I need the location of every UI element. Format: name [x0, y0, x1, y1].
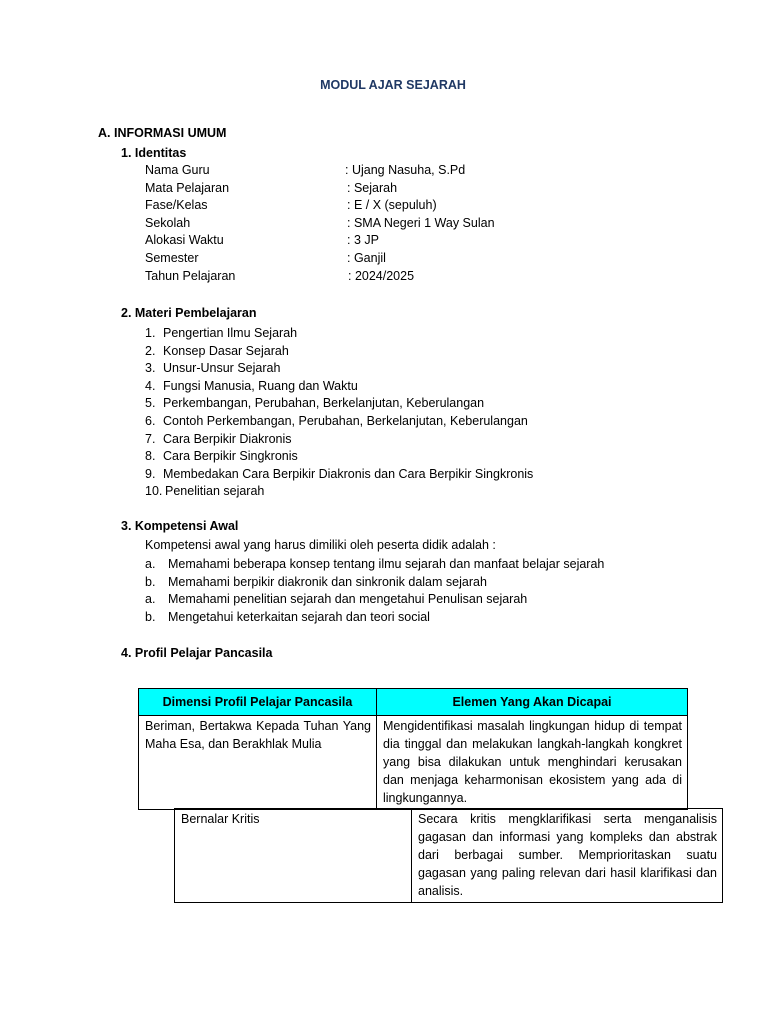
column-header-elemen: Elemen Yang Akan Dicapai: [377, 689, 688, 716]
table-cell-dimensi: Beriman, Bertakwa Kepada Tuhan Yang Maha Esa, dan Berakhlak Mulia: [139, 716, 377, 810]
list-item: 10. Penelitian sejarah: [145, 484, 265, 499]
section-a-heading: A. INFORMASI UMUM: [98, 126, 227, 140]
list-item: a. Memahami penelitian sejarah dan mengetahui Penulisan sejarah: [145, 592, 528, 607]
profil-heading: 4. Profil Pelajar Pancasila: [121, 646, 273, 660]
table-cell-dimensi: Bernalar Kritis: [175, 809, 412, 903]
list-item: 9. Membedakan Cara Berpikir Diakronis dan Cara Berpikir Singkronis: [145, 466, 534, 481]
list-item: 5. Perkembangan, Perubahan, Berkelanjutan, Keberulangan: [145, 396, 485, 411]
table-cell-elemen: Mengidentifikasi masalah lingkungan hidup di tempat dia tinggal dan melakukan langkah-langkah kongkret yang bisa dilakukan untuk menghindari kerusakan dan menjaga keharmonisan ekosistem yang ada di lingkungannya.: [377, 716, 688, 810]
identitas-row: Tahun Pelajaran : 2024/2025: [145, 269, 415, 283]
materi-list: [145, 325, 533, 501]
list-item: 4. Fungsi Manusia, Ruang dan Waktu: [145, 378, 358, 393]
identitas-row: Fase/Kelas : E / X (sepuluh): [145, 198, 437, 212]
identitas-row: Semester : Ganjil: [145, 251, 386, 265]
list-item: b. Memahami berpikir diakronik dan sinkronik dalam sejarah: [145, 574, 487, 589]
identitas-row: Mata Pelajaran : Sejarah: [145, 181, 398, 195]
list-item: b. Mengetahui keterkaitan sejarah dan teori social: [145, 609, 430, 624]
table-row: [139, 716, 688, 810]
document-title: MODUL AJAR SEJARAH: [320, 78, 466, 92]
column-header-dimensi: Dimensi Profil Pelajar Pancasila: [139, 689, 377, 716]
profil-table: [138, 688, 688, 810]
list-item: 8. Cara Berpikir Singkronis: [145, 449, 298, 464]
identitas-heading: 1. Identitas: [121, 146, 187, 160]
list-item: 6. Contoh Perkembangan, Perubahan, Berkelanjutan, Keberulangan: [145, 413, 528, 428]
kompetensi-list: [145, 556, 604, 626]
kompetensi-intro: Kompetensi awal yang harus dimiliki oleh peserta didik adalah :: [145, 538, 496, 552]
identitas-row: Sekolah : SMA Negeri 1 Way Sulan: [145, 216, 495, 230]
list-item: 2. Konsep Dasar Sejarah: [145, 343, 289, 358]
table-cell-elemen: Secara kritis mengklarifikasi serta menganalisis gagasan dan informasi yang kompleks dan abstrak dari berbagai sumber. Memprioritaskan suatu gagasan yang paling relevan dari hasil klarifikasi dan analisis.: [412, 809, 723, 903]
table-row: [175, 809, 723, 903]
materi-heading: 2. Materi Pembelajaran: [121, 306, 257, 320]
identitas-row: Alokasi Waktu : 3 JP: [145, 233, 379, 247]
identitas-row: Nama Guru : Ujang Nasuha, S.Pd: [145, 163, 466, 177]
profil-table-continued: [174, 808, 723, 903]
list-item: 1. Pengertian Ilmu Sejarah: [145, 326, 298, 340]
list-item: 3. Unsur-Unsur Sejarah: [145, 361, 281, 376]
kompetensi-heading: 3. Kompetensi Awal: [121, 519, 239, 533]
table-header-row: [139, 689, 688, 716]
list-item: a. Memahami beberapa konsep tentang ilmu sejarah dan manfaat belajar sejarah: [145, 557, 605, 571]
list-item: 7. Cara Berpikir Diakronis: [145, 431, 292, 446]
